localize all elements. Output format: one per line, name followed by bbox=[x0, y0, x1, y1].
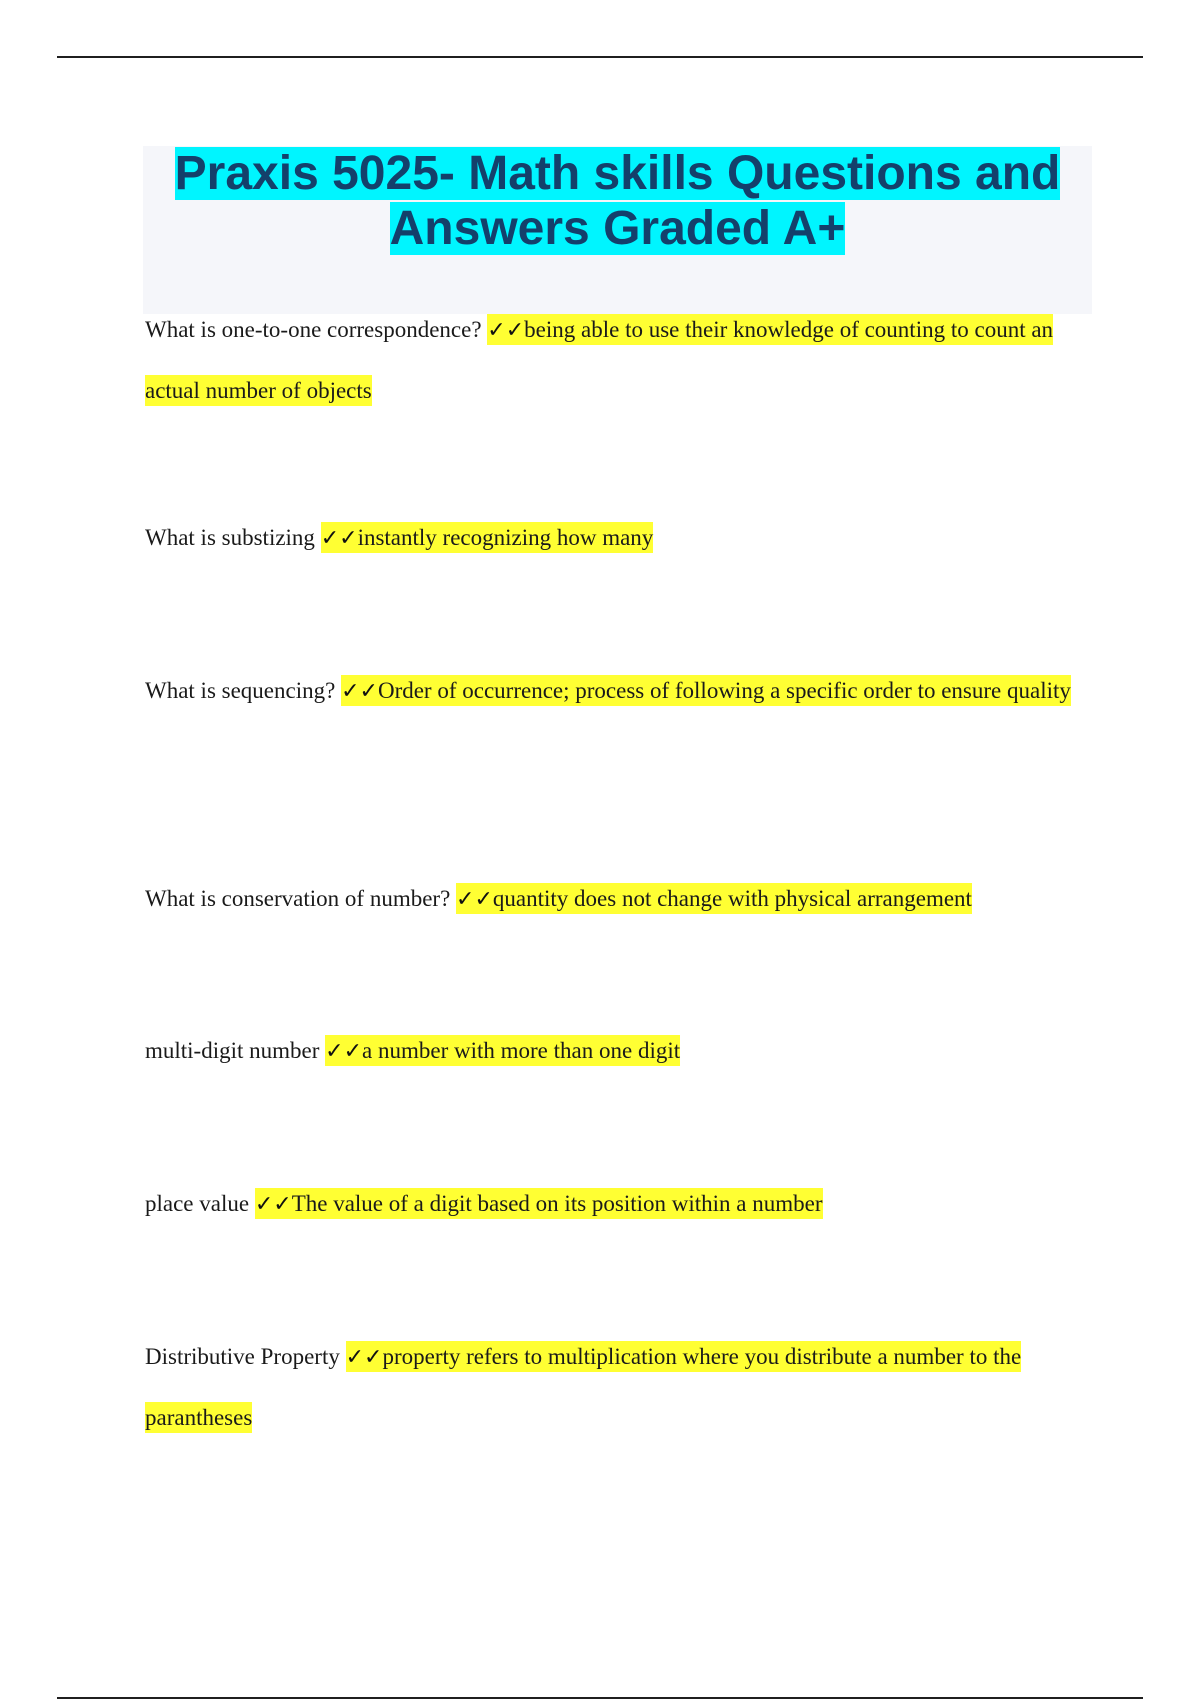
answer-text: The value of a digit based on its position within a number bbox=[291, 1191, 823, 1216]
qa-item bbox=[145, 1327, 1095, 1448]
qa-item bbox=[145, 1174, 1095, 1235]
title-block bbox=[143, 146, 1092, 314]
check-icon: ✓✓ bbox=[254, 1192, 292, 1217]
bottom-rule bbox=[57, 1697, 1143, 1699]
title-line-1: Praxis 5025- Math skills Questions and bbox=[174, 147, 1061, 200]
top-rule bbox=[57, 56, 1143, 58]
question-text: Distributive Property bbox=[145, 1344, 340, 1369]
check-icon: ✓✓ bbox=[341, 679, 378, 704]
qa-item bbox=[145, 300, 1095, 421]
qa-item bbox=[145, 869, 1095, 930]
answer-highlight bbox=[255, 1188, 823, 1219]
answer-text: being able to use their knowledge of counting to count an actual number of objects bbox=[145, 317, 1054, 403]
answer-highlight bbox=[321, 522, 654, 553]
page-title bbox=[143, 146, 1092, 256]
answer-text: quantity does not change with physical arrangement bbox=[492, 886, 972, 911]
question-text: multi-digit number bbox=[145, 1038, 320, 1063]
answer-text: instantly recognizing how many bbox=[357, 525, 654, 550]
qa-item bbox=[145, 508, 1095, 569]
answer-text: a number with more than one digit bbox=[362, 1038, 681, 1063]
question-text: What is one-to-one correspondence? bbox=[145, 317, 482, 342]
answer-highlight bbox=[456, 883, 972, 914]
answer-highlight bbox=[341, 675, 1071, 706]
question-text: What is conservation of number? bbox=[145, 886, 451, 911]
qa-item bbox=[145, 1021, 1095, 1082]
check-icon: ✓✓ bbox=[345, 1345, 383, 1370]
check-icon: ✓✓ bbox=[456, 887, 493, 912]
answer-highlight bbox=[325, 1035, 680, 1066]
check-icon: ✓✓ bbox=[325, 1039, 363, 1064]
check-icon: ✓✓ bbox=[487, 318, 525, 343]
title-line-2: Answers Graded A+ bbox=[389, 202, 846, 255]
question-text: place value bbox=[145, 1191, 250, 1216]
answer-text: Order of occurrence; process of following a specific order to ensure quality bbox=[377, 678, 1071, 703]
question-text: What is substizing bbox=[145, 525, 315, 550]
check-icon: ✓✓ bbox=[320, 526, 358, 551]
answer-text: property refers to multiplication where you distribute a number to the parantheses bbox=[145, 1344, 1022, 1430]
question-text: What is sequencing? bbox=[145, 678, 336, 703]
qa-item bbox=[145, 661, 1095, 722]
